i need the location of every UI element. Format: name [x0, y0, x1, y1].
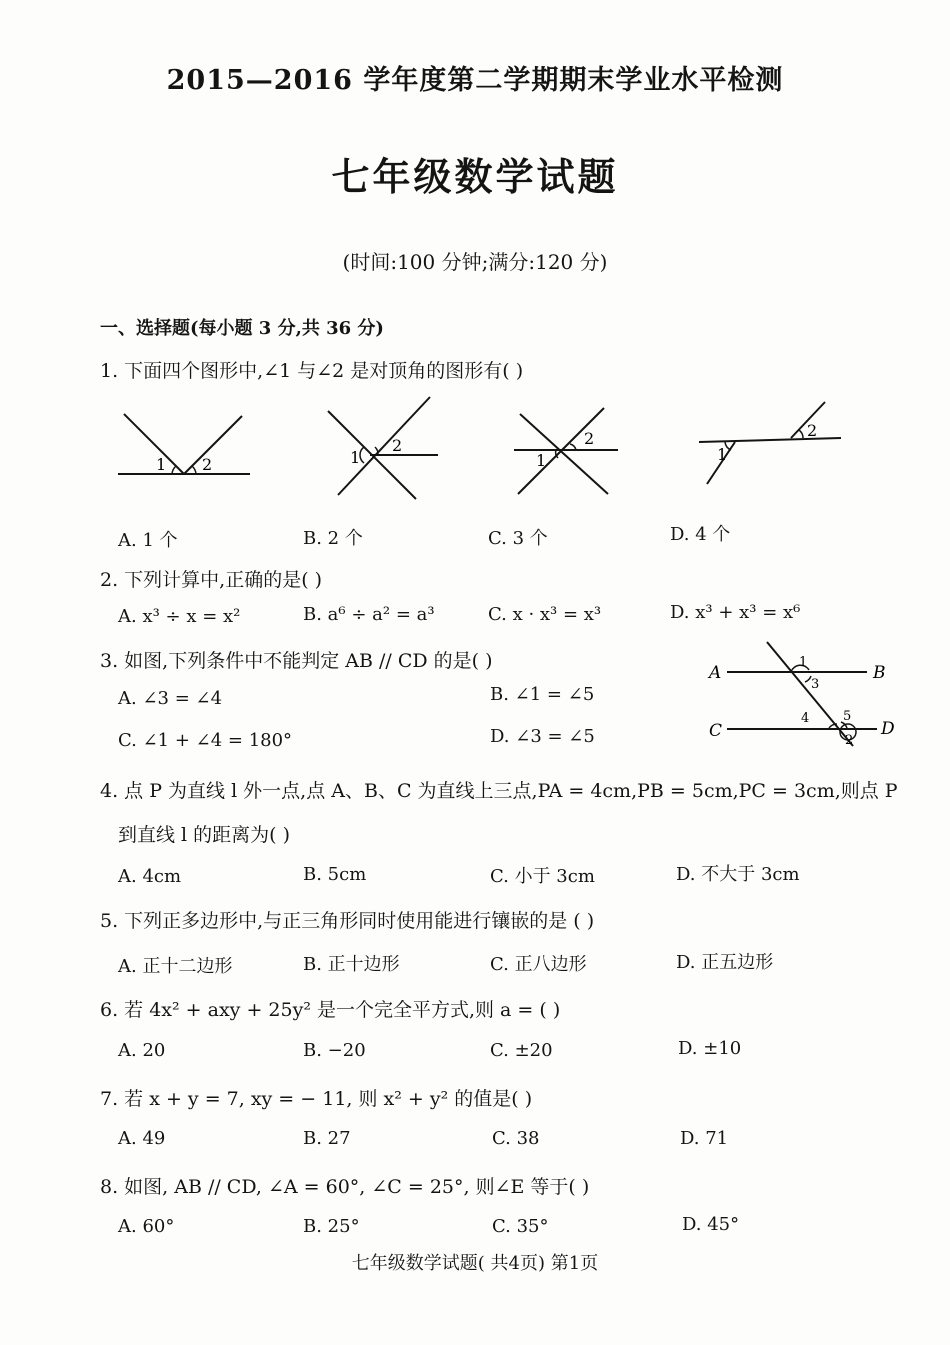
q1-option-d: D. 4 个	[670, 524, 731, 545]
subject-title: 七年级数学试题	[331, 154, 619, 199]
q4-stem-line1: 4. 点 P 为直线 l 外一点,点 A、B、C 为直线上三点,PA = 4cm,PB = 5cm,PC = 3cm,则点 P	[100, 780, 898, 802]
q3-label-D: D	[881, 719, 895, 739]
q4-option-b: B. 5cm	[303, 864, 367, 885]
q6-option-a: A. 20	[118, 1040, 166, 1061]
q1-figure-2	[320, 395, 450, 505]
q3-label-B: B	[873, 663, 886, 683]
q3-angle-3: 3	[811, 677, 820, 692]
q3-option-a: A. ∠3 = ∠4	[118, 688, 223, 709]
q8-option-d: D. 45°	[682, 1214, 740, 1235]
q1-figure-1	[110, 400, 260, 490]
q8-stem: 8. 如图, AB // CD, ∠A = 60°, ∠C = 25°, 则∠E 等于( )	[100, 1176, 590, 1198]
q5-option-a: A. 正十二边形	[118, 956, 233, 977]
q7-option-b: B. 27	[303, 1128, 351, 1149]
q5-option-d: D. 正五边形	[676, 952, 774, 973]
q7-stem: 7. 若 x + y = 7, xy = − 11, 则 x² + y² 的值是( )	[100, 1088, 533, 1110]
q3-angle-2: 2	[845, 733, 854, 748]
q6-option-c: C. ±20	[490, 1040, 553, 1061]
q1-fig1-label-2: 2	[202, 455, 213, 474]
q1-fig2-label-2: 2	[392, 436, 403, 455]
q3-option-d: D. ∠3 = ∠5	[490, 726, 595, 747]
q3-figure	[705, 636, 900, 751]
q2-option-d: D. x³ + x³ = x⁶	[670, 602, 801, 623]
q7-option-a: A. 49	[118, 1128, 166, 1149]
q3-angle-1: 1	[799, 655, 808, 670]
q4-option-d: D. 不大于 3cm	[676, 864, 800, 885]
q5-option-b: B. 正十边形	[303, 954, 400, 975]
exam-title: 2015—2016 学年度第二学期期末学业水平检测	[166, 65, 784, 96]
q3-angle-4: 4	[801, 711, 810, 726]
q3-option-c: C. ∠1 + ∠4 = 180°	[118, 730, 293, 751]
q1-fig4-label-2: 2	[807, 421, 818, 440]
q3-angle-5: 5	[843, 709, 852, 724]
time-info: (时间:100 分钟;满分:120 分)	[342, 250, 608, 274]
q1-fig3-label-2: 2	[584, 429, 595, 448]
q5-option-c: C. 正八边形	[490, 954, 587, 975]
q2-stem: 2. 下列计算中,正确的是( )	[100, 569, 323, 591]
q4-option-c: C. 小于 3cm	[490, 866, 595, 887]
q1-fig3-label-1: 1	[536, 451, 547, 470]
q3-label-C: C	[709, 721, 723, 741]
q3-option-b: B. ∠1 = ∠5	[490, 684, 595, 705]
q7-option-c: C. 38	[492, 1128, 540, 1149]
q1-fig4-label-1: 1	[717, 445, 728, 464]
q8-option-c: C. 35°	[492, 1216, 549, 1237]
q3-label-A: A	[709, 663, 722, 683]
section-heading: 一、选择题(每小题 3 分,共 36 分)	[100, 318, 384, 339]
q6-stem: 6. 若 4x² + axy + 25y² 是一个完全平方式,则 a = ( )	[100, 999, 561, 1021]
q5-stem: 5. 下列正多边形中,与正三角形同时使用能进行镶嵌的是 ( )	[100, 910, 595, 932]
q1-figure-4	[695, 398, 845, 488]
q1-stem: 1. 下面四个图形中,∠1 与∠2 是对顶角的图形有( )	[100, 360, 524, 382]
q1-figure-3	[510, 400, 630, 500]
q1-fig1-label-1: 1	[156, 455, 167, 474]
q2-option-a: A. x³ ÷ x = x²	[118, 606, 241, 627]
q1-option-c: C. 3 个	[488, 528, 548, 549]
q8-option-b: B. 25°	[303, 1216, 360, 1237]
q7-option-d: D. 71	[680, 1128, 729, 1149]
q3-stem: 3. 如图,下列条件中不能判定 AB // CD 的是( )	[100, 650, 493, 672]
q6-option-b: B. −20	[303, 1040, 366, 1061]
q2-option-b: B. a⁶ ÷ a² = a³	[303, 604, 435, 625]
q8-option-a: A. 60°	[118, 1216, 175, 1237]
q4-stem-line2: 到直线 l 的距离为( )	[118, 824, 291, 846]
q1-fig2-label-1: 1	[350, 448, 361, 467]
page-footer: 七年级数学试题( 共4页) 第1页	[351, 1253, 599, 1274]
q1-option-a: A. 1 个	[118, 530, 178, 551]
q6-option-d: D. ±10	[678, 1038, 742, 1059]
q4-option-a: A. 4cm	[118, 866, 182, 887]
q1-option-b: B. 2 个	[303, 528, 363, 549]
q2-option-c: C. x · x³ = x³	[488, 604, 602, 625]
